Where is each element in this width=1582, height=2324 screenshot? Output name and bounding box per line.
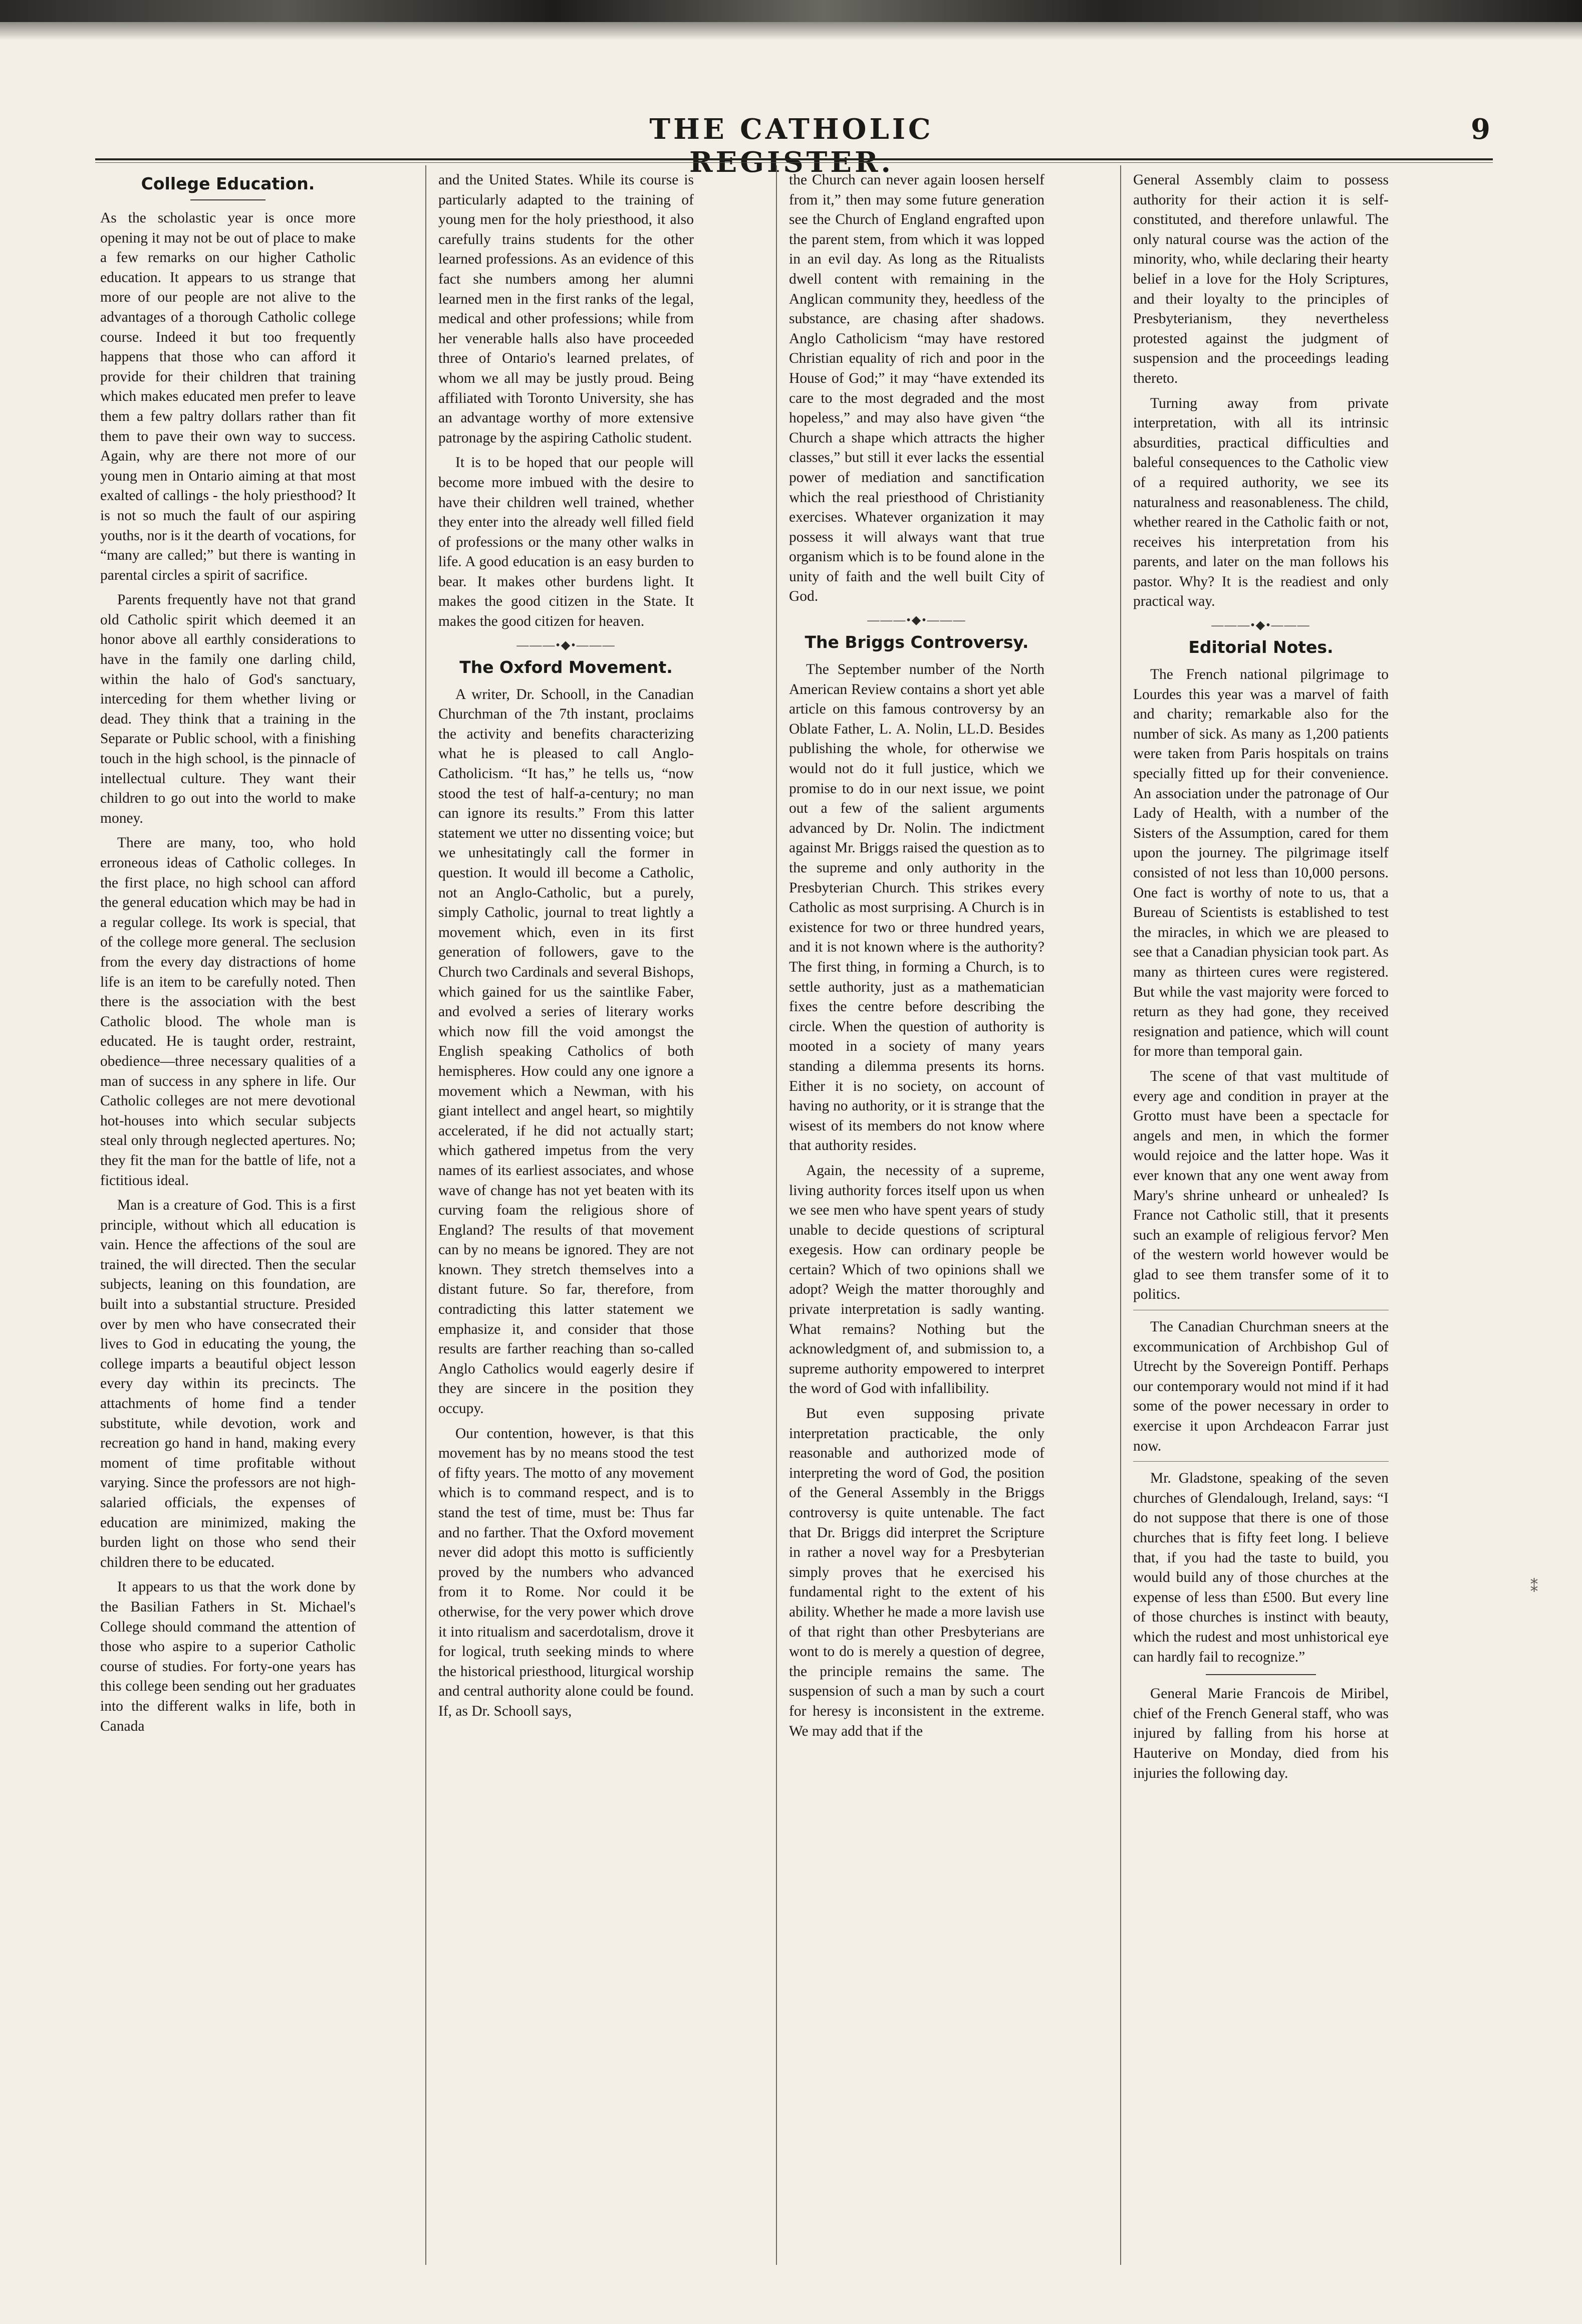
paragraph: The French national pilgrimage to Lourdes this year was a marvel of faith and charity; remarkable also for the number of sick. As many as 1,200 patients were taken from Paris hospitals on trains specially fitted up for their convenience. An association under the patronage of Our Lady of Health, with a number of the Sisters of the Assumption, cared for them upon the journey. The pilgrimage itself consisted of not less than 10,000 persons. One fact is worthy of note to us, that a Bureau of Scientists is established to test the miracles, in which we are pleased to see that a Canadian physician took part. As many as thirteen cures were registered. But while the vast majority were forced to return as they had gone, they received resignation and patience, which will count for more than temporal gain. xyxy=(1133,666,1389,1060)
article-headline: The Briggs Controversy. xyxy=(805,632,1029,652)
paragraph: Man is a creature of God. This is a first principle, without which all education is vain. Hence the affections of the soul are trained, the will directed. Then the secular subjects, leaning on this foundation, are built into a substantial structure. Presided over by men who have consecrated their lives to God in educating the young, the college imparts a beautiful object lesson every day within its precincts. The attachments of home find a tender substitute, while devotion, work and recreation go hand in hand, making every moment of time profitable without varying. Since the professors are not high-salaried officials, the expenses of education are minimized, making the burden light on those who send their children there to be educated. xyxy=(100,1197,356,1570)
paragraph: Turning away from private interpretation, with all its intrinsic absurdities, practical difficulties and baleful consequences to the Catholic view of a required authority, we see its naturalness and reasonableness. The child, whether reared in the Catholic faith or not, receives his interpretation from his parents, and later on the man follows his pastor. Why? It is the readiest and only practical way. xyxy=(1133,395,1389,610)
section-ornament: ———•◆•——— xyxy=(1211,619,1310,632)
column-rule xyxy=(425,165,426,2265)
paragraph: The Canadian Churchman sneers at the excommunication of Archbishop Gul of Utrecht by the Sovereign Pontiff. Perhaps our contemporary would not mind if it had some of the power necessary in order to exercise it upon Archdeacon Farrar just now. xyxy=(1133,1319,1389,1454)
column-rule xyxy=(776,165,777,2265)
paragraph: The September number of the North American Review contains a short yet able article on this famous controversy by an Oblate Father, L. A. Nolin, LL.D. Besides publishing the whole, for otherwise we would not do it full justice, which we promise to do in our next issue, we point out a few of the salient arguments advanced by Dr. Nolin. The indictment against Mr. Briggs raised the question as to the supreme and only authority in the Presbyterian Church. This strikes every Catholic as most surprising. A Church is in existence for two or three hundred years, and it is not known where is the authority? The first thing, in forming a Church, is to settle authority, just as a mathematician fixes the centre before describing the circle. When the question of authority is mooted in a society of many years standing a dilemma presents its horns. Either it is no society, on account of having no authority, or it is strange that the wisest of its members do not know where that authority resides. xyxy=(789,661,1044,1154)
paragraph: Mr. Gladstone, speaking of the seven churches of Glendalough, Ireland, says: “I do not suppose that there is one of those churches that is fifty feet long. I believe that, if you had the taste to build, you would build any of those churches at the expense of less than £500. But every line of those churches is instinct with beauty, which the rudest and most unhistorical eye can hardly fail to recognize.” xyxy=(1133,1470,1389,1665)
paragraph: It is to be hoped that our people will become more imbued with the desire to have their children well trained, whether they enter into the already well filled field of professions or the many other walks in life. A good education is an easy burden to bear. It makes other burdens light. It makes the good citizen in the State. It makes the good citizen for heaven. xyxy=(438,454,694,630)
paragraph: It appears to us that the work done by the Basilian Fathers in St. Michael's College should command the attention of those who aspire to a superior Catholic course of studies. For forty-one years has this college been sending out her graduates into the different walks in life, both in Canada xyxy=(100,1579,356,1734)
headline-rule xyxy=(190,199,266,200)
column-2 xyxy=(438,170,694,2265)
paragraph: General Marie Francois de Miribel, chief of the French General staff, who was injured by falling from his horse at Hauterive on Monday, died from his injuries the following day. xyxy=(1133,1686,1389,1781)
masthead-rule-thin xyxy=(95,162,1493,163)
scan-edge-shadow xyxy=(0,22,1582,40)
column-4 xyxy=(1133,170,1389,2265)
note-rule xyxy=(1133,1461,1389,1462)
scan-edge-band xyxy=(0,0,1582,22)
paragraph: Again, the necessity of a supreme, living authority forces itself upon us when we see men who have spent years of study unable to decide questions of scriptural exegesis. How can ordinary people be certain? Which of two opinions shall we adopt? Weigh the matter thoroughly and private interpretation is sadly wanting. What remains? Nothing but the acknowledgment of, and submission to, a supreme authority empowered to interpret the word of God with infallibility. xyxy=(789,1162,1044,1397)
masthead xyxy=(0,113,1582,153)
paragraph: As the scholastic year is once more opening it may not be out of place to make a few remarks on our higher Catholic education. It appears to us strange that more of our people are not alive to the advantages of a thorough Catholic college course. Indeed it but too frequently happens that those who can afford it provide for their children that training which makes educated men prefer to leave them a few paltry dollars rather than fit them to pave their own way to success. Again, why are there not more of our young men in Ontario aiming at that most exalted of callings - the holy priesthood? It is not so much the fault of our aspiring youths, nor is it the dearth of vocations, for “many are called;” but there is wanting in parental circles a spirit of sacrifice. xyxy=(100,210,356,583)
column-1 xyxy=(100,170,356,2265)
section-ornament: ———•◆•——— xyxy=(867,614,966,627)
paragraph: A writer, Dr. Schooll, in the Canadian Churchman of the 7th instant, proclaims the activity and benefits characterizing what he is pleased to call Anglo-Catholicism. “It has,” he tells us, “now stood the test of half-a-century; no man can ignore its results.” From this latter statement we utter no dissenting voice; but we unhesitatingly call the former in question. It would ill become a Catholic, not an Anglo-Catholic, but a purely, simply Catholic, journal to treat lightly a movement which, even in its first generation of followers, gave to the Church two Cardinals and several Bishops, which gained for us the saintlike Faber, and evolved a series of literary works which now fill the void amongst the English speaking Catholics of both hemispheres. How could any one ignore a movement which a Newman, with his giant intellect and angel heart, so mightily accelerated, if he did not actually start; which gathered impetus from the very names of its earliest associates, and whose wave of change has not yet beaten with its curving foam the religious shore of England? The results of that movement can by no means be ignored. They are not known. They stretch themselves into a distant future. So far, therefore, from contradicting this latter statement we emphasize it, and consider that those results are farther reaching than so-called Anglo Catholics would eagerly desire if they are sincere in the position they occupy. xyxy=(438,686,694,1417)
article-headline: The Oxford Movement. xyxy=(459,657,673,677)
article-headline: College Education. xyxy=(141,174,315,193)
masthead-rule xyxy=(95,158,1493,160)
column-rule xyxy=(1120,165,1121,2265)
paragraph: There are many, too, who hold erroneous ideas of Catholic colleges. In the first place, no high school can afford the general education which may be had in a regular college. Its work is special, that of the college more general. The seclusion from the every day distractions of home life is an item to be carefully noted. Then there is the association with the best Catholic blood. The whole man is educated. He is taught order, restraint, obedience—three necessary qualities of a man of success in any sphere in life. Our Catholic colleges are not mere devotional hot-houses into which secular subjects steal only through neglected apertures. No; they fit the man for the battle of life, not a fictitious ideal. xyxy=(100,835,356,1189)
column-3 xyxy=(789,170,1044,2265)
paragraph: and the United States. While its course is particularly adapted to the training of young men for the holy priesthood, it also carefully trains students for the other learned professions. As an evidence of this fact she numbers among her alumni learned men in the first ranks of the legal, medical and other professions; while from her venerable halls also have proceeded three of Ontario's learned prelates, of whom we all may be justly proud. Being affiliated with Toronto University, she has an advantage worthy of more extensive patronage by the aspiring Catholic student. xyxy=(438,172,694,446)
paragraph: The scene of that vast multitude of every age and condition in prayer at the Grotto must have been a spectacle for angels and men, in which the former would rejoice and the latter hope. Was it ever known that any one went away from Mary's shrine unheard or unhealed? Is France not Catholic still, that it presents such an example of religious fervor? Men of the western world however would be glad to see them transfer some of it to politics. xyxy=(1133,1068,1389,1303)
page-number: 9 xyxy=(1471,113,1490,146)
paragraph: the Church can never again loosen herself from it,” then may some future generation see the Church of England engrafted upon the parent stem, from which it was lopped in an evil day. As long as the Ritualists dwell content with remaining in the Anglican community they, heedless of the substance, are chasing after shadows. Anglo Catholicism “may have restored Christian equality of rich and poor in the House of God;” it may “have extended its care to the most degraded and the most hopeless,” and may also have given “the Church a shape which attracts the higher classes,” but still it ever lacks the essential power of mediation and sanctification which the real priesthood of Christianity exercises. Whatever organization it may possess it will always want that true organism which is to be found alone in the unity of faith and the well built City of God. xyxy=(789,172,1044,605)
masthead-title: THE CATHOLIC xyxy=(649,113,934,146)
note-rule xyxy=(1206,1674,1316,1675)
margin-mark: ⁑ xyxy=(1530,1579,1538,1595)
paragraph: But even supposing private interpretation practicable, the only reasonable and authorized mode of interpreting the word of God, the position of the General Assembly in the Briggs controversy is quite untenable. The fact that Dr. Briggs did interpret the Scripture in rather a novel way for a Presbyterian simply proves that he exercised his fundamental right to the extent of his ability. Whether he made a more lavish use of that right than other Presbyterians are wont to do is merely a question of degree, the principle remains the same. The suspension of such a man by such a court for heresy is inconsistent in the extreme. We may add that if the xyxy=(789,1406,1044,1739)
article-headline: Editorial Notes. xyxy=(1188,637,1334,657)
paragraph: General Assembly claim to possess authority for their action it is self-constituted, and therefore unlawful. The only natural course was the action of the minority, who, while declaring their hearty belief in a love for the Holy Scriptures, and their loyalty to the principles of Presbyterianism, they nevertheless protested against the judgment of suspension and the proceedings leading thereto. xyxy=(1133,172,1389,386)
section-ornament: ———•◆•——— xyxy=(516,638,616,652)
paragraph: Our contention, however, is that this movement has by no means stood the test of fifty years. The motto of any movement which is to command respect, and is to stand the test of time, must be: Thus far and no farther. That the Oxford movement never did adopt this motto is sufficiently proved by the numbers who advanced from it to Rome. Nor could it be otherwise, for the very power which drove it into ritualism and sacerdotalism, drove it for logical, truth seeking minds to where the historical priesthood, liturgical worship and central authority alone could be found. If, as Dr. Schooll says, xyxy=(438,1425,694,1719)
paragraph: Parents frequently have not that grand old Catholic spirit which deemed it an honor above all earthly considerations to have in the family one darling child, within the halo of God's sanctuary, interceding for them whether living or dead. They think that a training in the Separate or Public school, with a finishing touch in the high school, is the pinnacle of intellectual culture. They want their children to go out into the world to make money. xyxy=(100,592,356,826)
